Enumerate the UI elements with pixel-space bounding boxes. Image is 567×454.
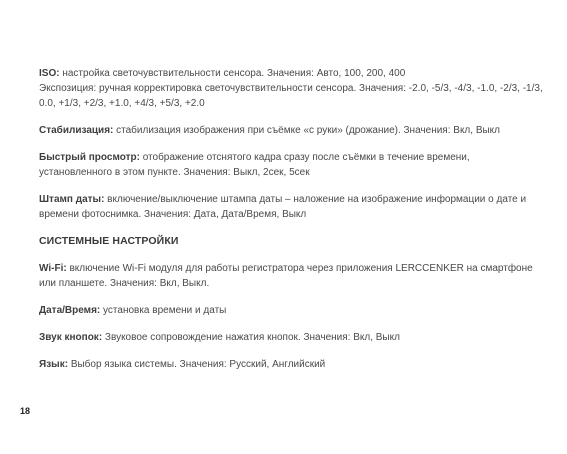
iso-and-exposure-block [39,66,544,111]
language-term: Язык: [39,359,69,370]
quick-view-term: Быстрый просмотр: [39,152,140,163]
date-time-term: Дата/Время: [39,305,101,316]
wifi-description: включение Wi-Fi модуля для работы регистратора через приложения LERCCENKER на смартфоне или планшете. Значения: Вкл, Выкл. [39,263,533,289]
exposure-description: Экспозиция: ручная корректировка светочувствительности сенсора. Значения: -2.0, -5/3, -4/3, -1.0, -2/3, -1/3, 0.0, +1/3, +2/3, +1.0, +4/3, +5/3, +2.0 [39,83,543,109]
stabilization-paragraph [39,123,544,138]
date-stamp-paragraph [39,192,544,222]
wifi-term: Wi-Fi: [39,263,67,274]
button-sound-description: Звуковое сопровождение нажатия кнопок. Значения: Вкл, Выкл [102,332,400,343]
iso-term: ISO: [39,68,60,79]
date-time-paragraph [39,303,544,318]
language-paragraph [39,357,544,372]
manual-page-content [39,66,544,384]
stabilization-term: Стабилизация: [39,125,114,136]
date-time-description: установка времени и даты [100,305,227,316]
quick-view-paragraph [39,150,544,180]
quick-view-description: отображение отснятого кадра сразу после съёмки в течение времени, установленного в этом пункте. Значения: Выкл, 2сек, 5сек [39,152,470,178]
stabilization-description: стабилизация изображения при съёмке «с руки» (дрожание). Значения: Вкл, Выкл [113,125,501,136]
exposure-paragraph [39,81,544,111]
page-number: 18 [20,406,31,416]
wifi-paragraph [39,261,544,291]
system-settings-heading: СИСТЕМНЫЕ НАСТРОЙКИ [39,235,179,247]
date-stamp-description: включение/выключение штампа даты – наложение на изображение информации о дате и времени фотоснимка. Значения: Дата, Дата/Время, Выкл [39,194,527,220]
language-description: Выбор языка системы. Значения: Русский, Английский [68,359,326,370]
button-sound-term: Звук кнопок: [39,332,103,343]
date-stamp-term: Штамп даты: [39,194,105,205]
iso-paragraph [39,66,544,81]
iso-description: настройка светочувствительности сенсора. Значения: Авто, 100, 200, 400 [59,68,406,79]
button-sound-paragraph [39,330,544,345]
